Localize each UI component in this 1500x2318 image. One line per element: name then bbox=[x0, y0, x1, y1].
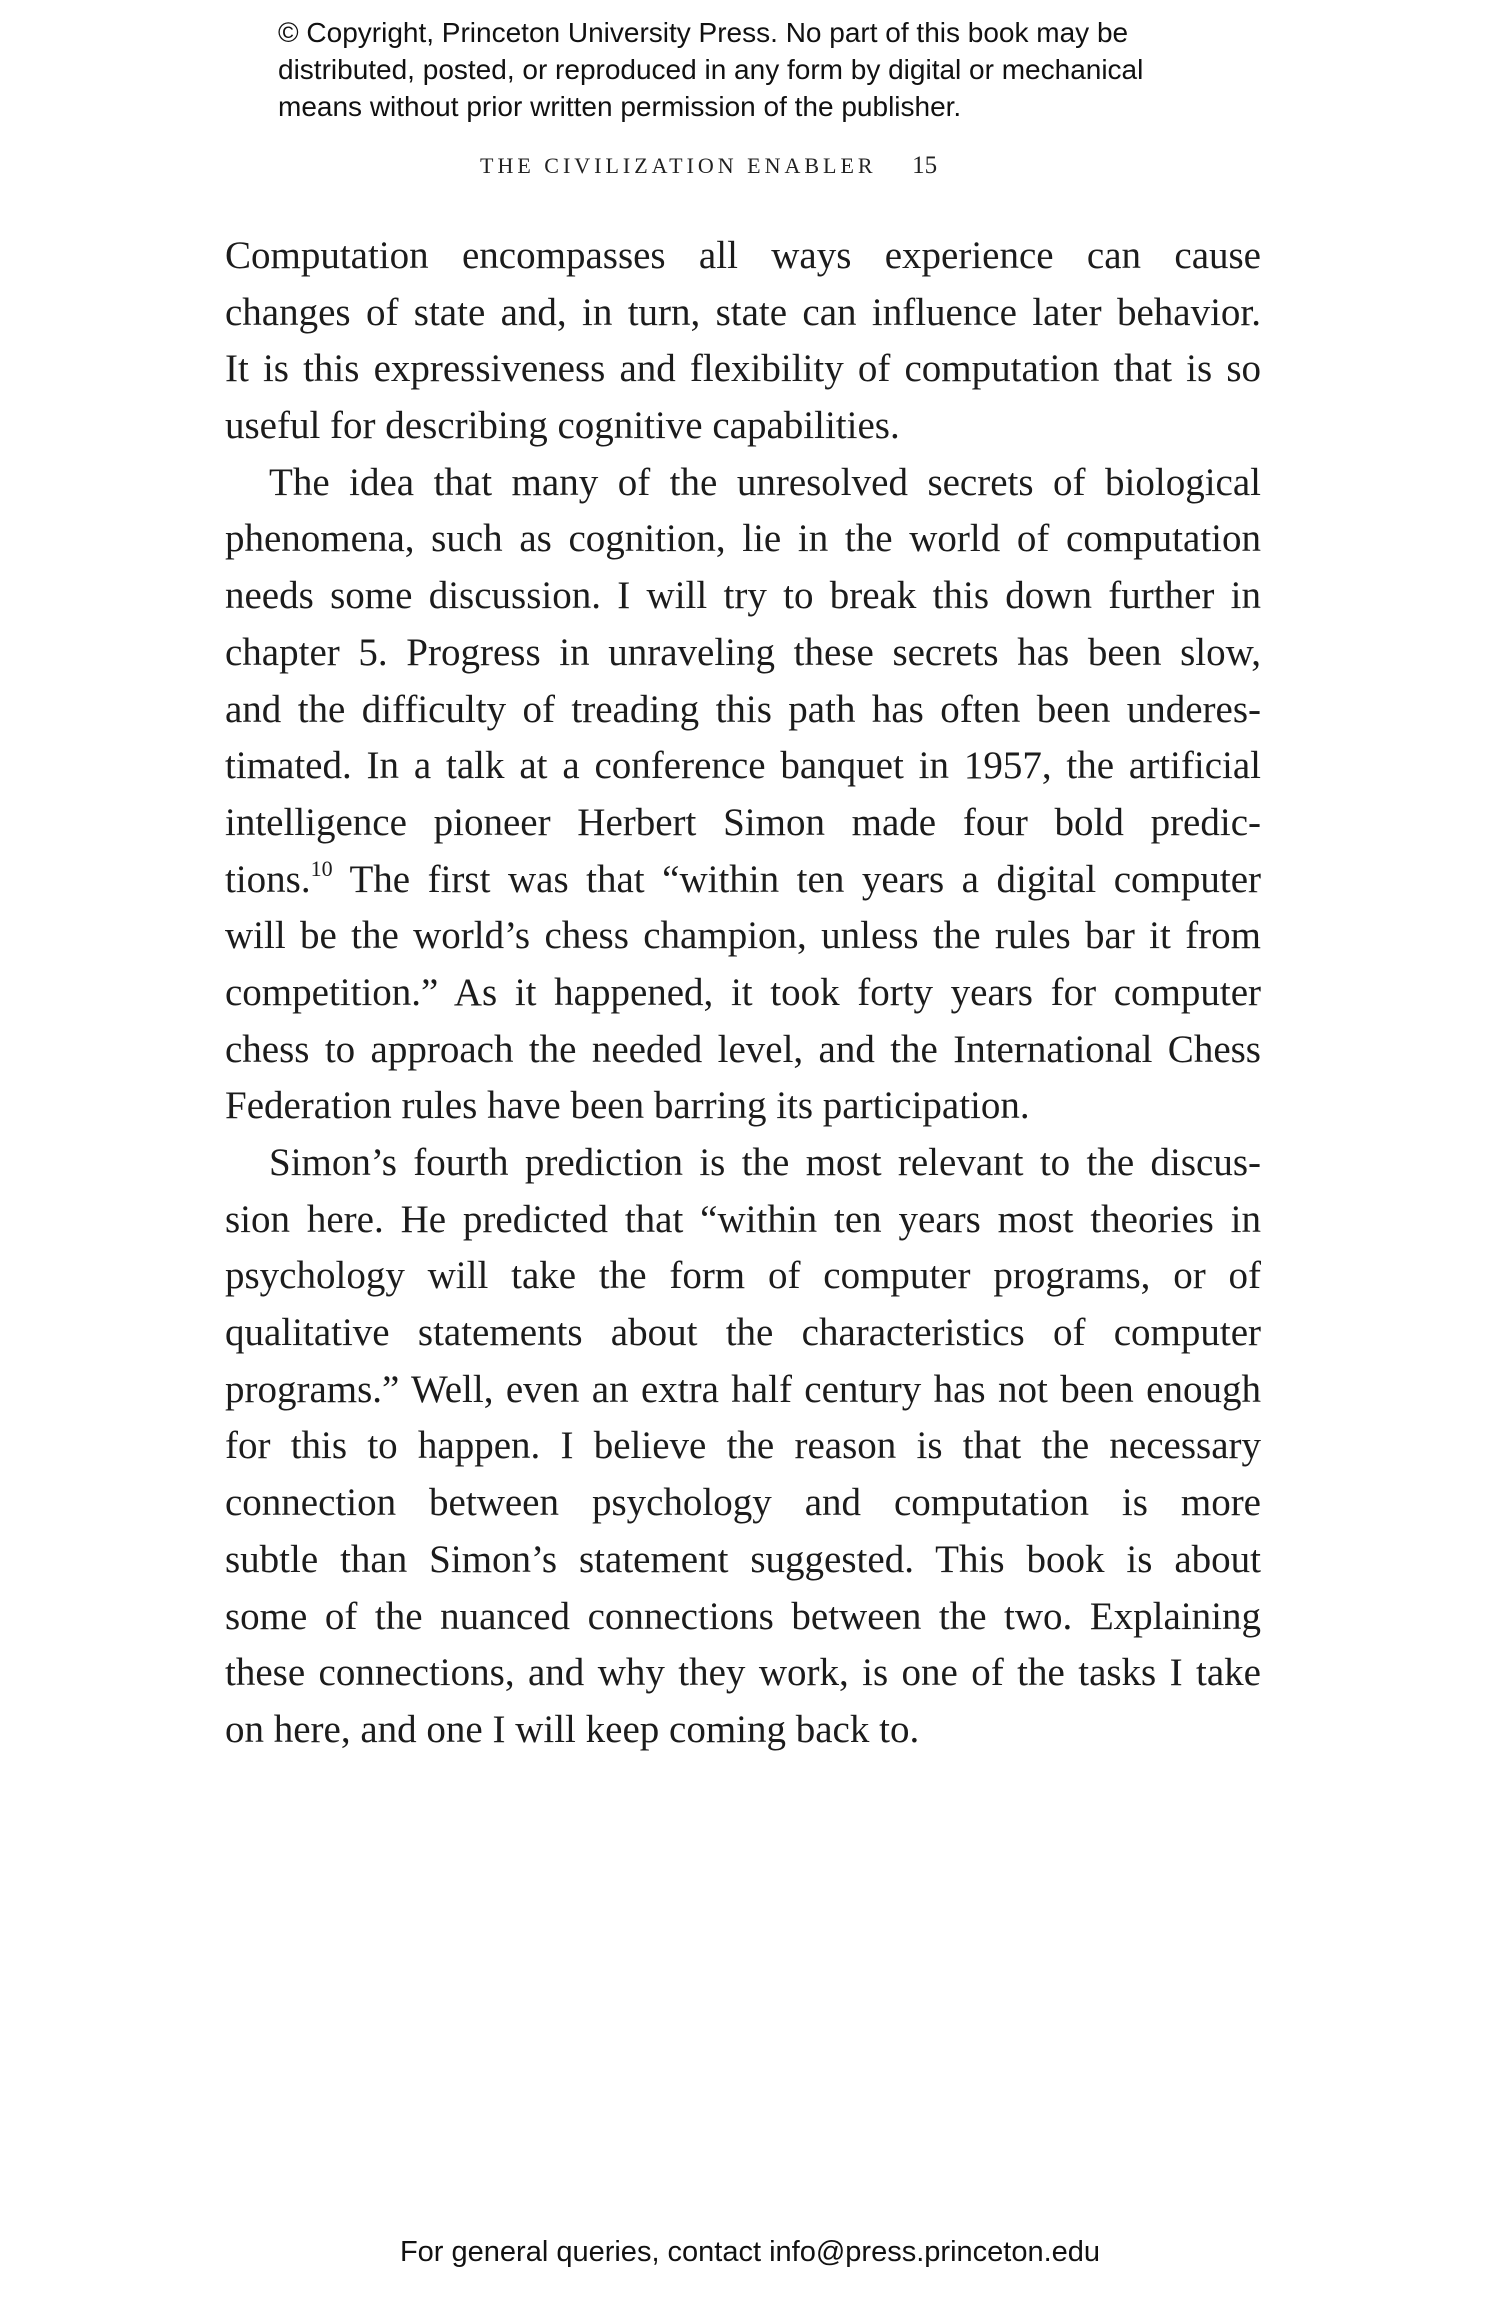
footer-contact: For general queries, contact info@press.princeton.edu bbox=[399, 2236, 1101, 2268]
footnote-ref[interactable]: 10 bbox=[310, 855, 333, 881]
text-line: on here, and one I will keep coming back to. bbox=[225, 1707, 920, 1751]
text-line: qualitative statements about the characteristics of computer bbox=[225, 1311, 1261, 1355]
running-head bbox=[480, 152, 937, 180]
copyright-line: distributed, posted, or reproduced in any form by digital or mechanical bbox=[278, 54, 1144, 85]
text-line: and the difficulty of treading this path has often been underes- bbox=[225, 687, 1261, 731]
text-line: Simon’s fourth prediction is the most relevant to the discus- bbox=[269, 1141, 1261, 1184]
copyright-line: © Copyright, Princeton University Press. No part of this book may be bbox=[278, 17, 1129, 48]
text-line: subtle than Simon’s statement suggested. This book is about bbox=[225, 1537, 1261, 1581]
text-line: Computation encompasses all ways experience can cause bbox=[225, 234, 1261, 277]
text-line: useful for describing cognitive capabilities. bbox=[225, 404, 900, 448]
paragraph bbox=[225, 1135, 1261, 1759]
body-text bbox=[225, 228, 1261, 1759]
copyright-line: means without prior written permission of the publisher. bbox=[278, 91, 962, 122]
text-line: for this to happen. I believe the reason is that the necessary bbox=[225, 1424, 1261, 1468]
text-line: chess to approach the needed level, and the International Chess bbox=[225, 1027, 1261, 1071]
text-line: It is this expressiveness and flexibility of computation that is so bbox=[225, 347, 1261, 391]
text-line: needs some discussion. I will try to break this down further in bbox=[225, 574, 1261, 618]
text-line: psychology will take the form of computer programs, or of bbox=[225, 1254, 1261, 1298]
text-line: programs.” Well, even an extra half century has not been enough bbox=[225, 1367, 1261, 1411]
text-line: connection between psychology and computation is more bbox=[225, 1481, 1261, 1525]
text-line: intelligence pioneer Herbert Simon made four bold predic- bbox=[225, 800, 1261, 844]
text-line: will be the world’s chess champion, unless the rules bar it from bbox=[225, 914, 1261, 958]
text-line: Federation rules have been barring its participation. bbox=[225, 1084, 1030, 1128]
copyright-notice bbox=[278, 14, 1278, 125]
text-line: timated. In a talk at a conference banquet in 1957, the artificial bbox=[225, 744, 1261, 788]
text-line: changes of state and, in turn, state can influence later behavior. bbox=[225, 290, 1261, 334]
text-segment: The first was that “within ten years a digital computer bbox=[332, 857, 1261, 901]
text-line: The idea that many of the unresolved secrets of biological bbox=[269, 460, 1261, 504]
text-line-with-footnote bbox=[225, 852, 1261, 909]
page-number: 15 bbox=[912, 152, 938, 179]
paragraph bbox=[225, 455, 1261, 1135]
paragraph bbox=[225, 228, 1261, 455]
text-line: these connections, and why they work, is one of the tasks I take bbox=[225, 1651, 1261, 1695]
text-segment: tions. bbox=[225, 857, 311, 901]
text-line: sion here. He predicted that “within ten years most theories in bbox=[225, 1197, 1261, 1241]
text-line: phenomena, such as cognition, lie in the world of computation bbox=[225, 517, 1261, 561]
text-line: chapter 5. Progress in unraveling these secrets has been slow, bbox=[225, 630, 1261, 674]
text-line: some of the nuanced connections between the two. Explaining bbox=[225, 1594, 1261, 1638]
chapter-title: THE CIVILIZATION ENABLER bbox=[480, 153, 877, 178]
text-line: competition.” As it happened, it took forty years for computer bbox=[225, 970, 1261, 1014]
